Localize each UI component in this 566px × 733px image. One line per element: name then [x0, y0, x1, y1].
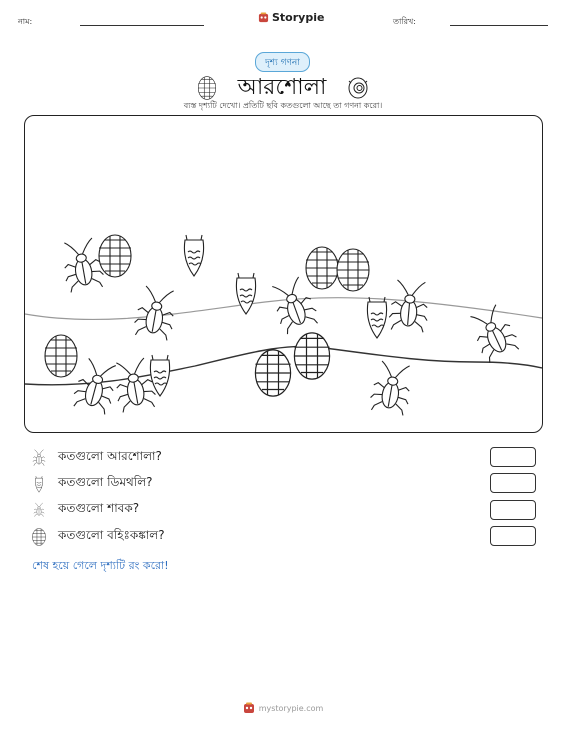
date-label: তারিখ:	[393, 17, 416, 26]
scene-drawing	[25, 116, 542, 432]
cockroach	[466, 303, 522, 364]
exoskeleton	[337, 249, 369, 291]
question-row	[30, 500, 139, 520]
question-text: কতগুলো ডিমথলি?	[58, 475, 153, 489]
answer-box[interactable]	[490, 473, 536, 493]
egg-case	[184, 235, 203, 276]
exoskeleton-icon	[30, 528, 48, 546]
instructions: ব্যস্ত দৃশ্যটি দেখো। প্রতিটি ছবি কতগুলো আছে তা গণনা করো।	[183, 101, 383, 110]
cockroach	[59, 237, 105, 293]
brand-logo	[258, 11, 324, 24]
question-text: কতগুলো আরশোলা?	[58, 449, 162, 463]
answer-box[interactable]	[490, 526, 536, 546]
exoskeleton-icon	[197, 76, 217, 100]
answer-box[interactable]	[490, 500, 536, 520]
question-row	[30, 474, 153, 494]
egg-case	[236, 273, 255, 314]
exoskeleton	[294, 333, 329, 379]
cockroach	[132, 285, 178, 341]
storypie-logo-icon	[258, 12, 269, 23]
completion-note: শেষ হয়ে গেলে দৃশ্যটি রং করো!	[32, 559, 169, 572]
question-text: কতগুলো শাবক?	[58, 501, 140, 515]
egg-case	[150, 355, 169, 396]
name-label: নাম:	[18, 17, 33, 26]
answer-box[interactable]	[490, 447, 536, 467]
exoskeleton	[99, 235, 131, 277]
name-line[interactable]	[80, 25, 204, 26]
cockroach	[368, 360, 414, 416]
date-line[interactable]	[450, 25, 548, 26]
cockroach-icon	[30, 449, 48, 467]
footer-link[interactable]: mystorypie.com	[258, 703, 324, 713]
title-text: আরশোলা	[237, 75, 327, 100]
back-ground-line	[25, 298, 542, 320]
cockroach	[71, 357, 121, 415]
question-row	[30, 448, 162, 468]
nymph-icon	[30, 501, 48, 519]
storypie-logo-icon	[243, 702, 255, 714]
exoskeleton	[45, 335, 77, 377]
category-badge: দৃশ্য গণনা	[255, 52, 310, 72]
egg-spiral-icon	[347, 77, 369, 99]
cockroach	[388, 279, 430, 332]
footer	[0, 702, 566, 714]
counting-scene	[24, 115, 543, 433]
exoskeleton	[255, 350, 290, 396]
brand-name: Storypie	[272, 11, 325, 24]
egg-case	[367, 297, 386, 338]
egg-case-icon	[30, 475, 48, 493]
question-text: কতগুলো বহিঃকঙ্কাল?	[58, 528, 165, 542]
exoskeleton	[306, 247, 338, 289]
question-row	[30, 527, 165, 547]
